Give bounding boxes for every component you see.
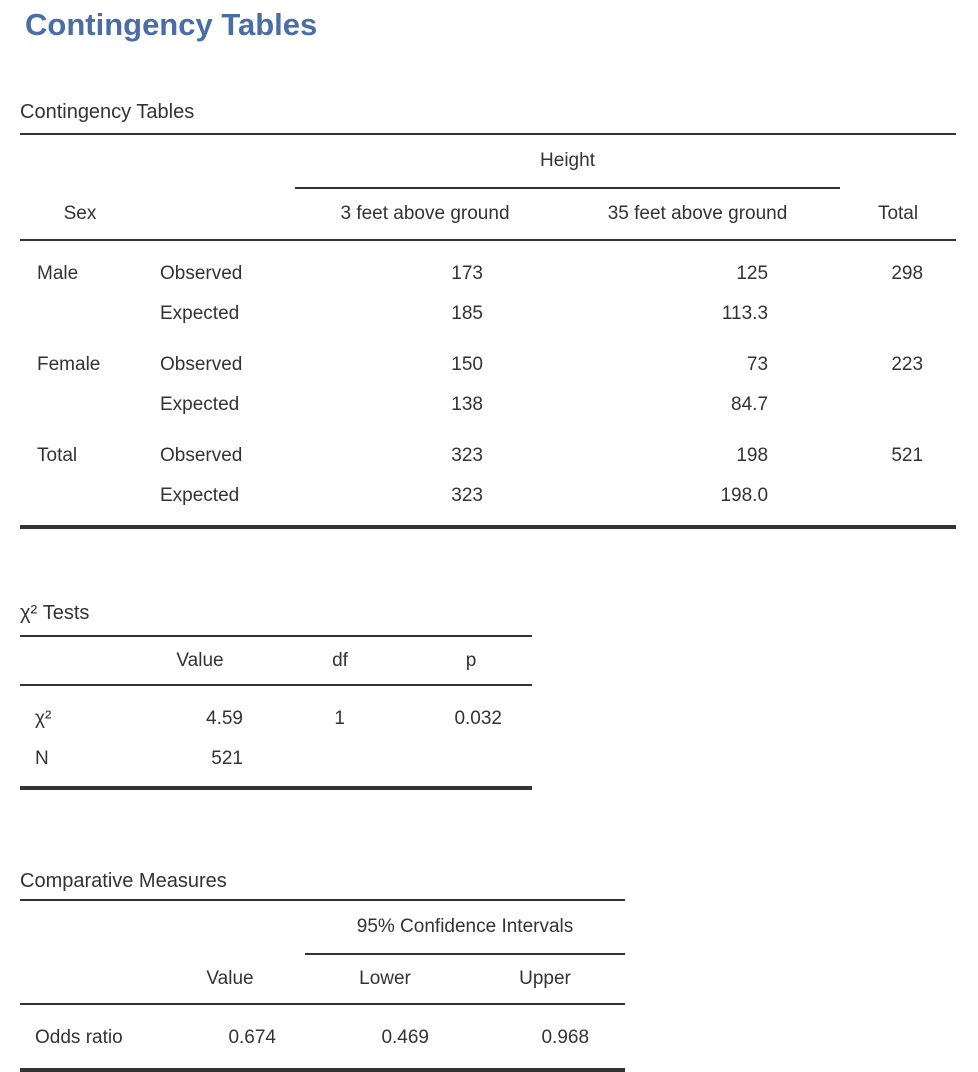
- cell-total-value: 298: [891, 263, 924, 284]
- cell-total-value: 521: [891, 445, 924, 466]
- cell-count-type: Expected: [160, 394, 240, 415]
- cell-total-value: 223: [891, 354, 924, 375]
- cell-35-feet-value: 73: [746, 354, 769, 375]
- table-row: [20, 240, 956, 294]
- spanner-row: [20, 900, 625, 954]
- confidence-intervals-spanner-header: 95% Confidence Intervals: [305, 900, 625, 954]
- spacer-cell: [140, 188, 295, 240]
- cell-3-feet-value: 173: [451, 263, 483, 284]
- cell-measure-label: Odds ratio: [35, 1027, 123, 1048]
- cell-total-value: [840, 385, 956, 425]
- cell-sex: [20, 476, 140, 527]
- cell-count-type: Observed: [160, 354, 243, 375]
- contingency-table: [20, 133, 956, 529]
- cell-sex: Female: [37, 354, 101, 375]
- cell-total-value: [840, 476, 956, 527]
- cell-statistic-label: χ²: [35, 708, 52, 729]
- column-header-upper: Upper: [465, 954, 625, 1004]
- cell-sex: [20, 385, 140, 425]
- column-header-value: Value: [130, 636, 270, 685]
- comparative-measures-section: [20, 869, 978, 1072]
- comparative-measures-table: [20, 899, 625, 1072]
- cell-35-feet-value: 198: [736, 445, 769, 466]
- table-row: [20, 1004, 625, 1070]
- cell-count-type: Observed: [160, 445, 243, 466]
- comparative-measures-title[interactable]: Comparative Measures: [20, 870, 227, 892]
- cell-35-feet-value: 113.3: [721, 303, 769, 324]
- column-header-value: Value: [155, 954, 305, 1004]
- column-header-sex: Sex: [20, 188, 140, 240]
- cell-35-feet-value: 125: [736, 263, 769, 284]
- cell-measure-value: 0.674: [228, 1027, 276, 1048]
- chi-square-tests-title[interactable]: χ² Tests: [20, 602, 90, 624]
- cell-3-feet-value: 323: [451, 485, 483, 506]
- spacer-cell: [20, 636, 130, 685]
- cell-p-value: [410, 739, 532, 788]
- cell-3-feet-value: 323: [451, 445, 483, 466]
- spacer-cell: [20, 900, 305, 954]
- cell-35-feet-value: 84.7: [731, 394, 769, 415]
- table-row: [20, 294, 956, 334]
- cell-p-value: 0.032: [454, 708, 502, 729]
- column-header-35-feet: 35 feet above ground: [555, 188, 840, 240]
- column-header-df: df: [270, 636, 410, 685]
- contingency-table-title[interactable]: Contingency Tables: [20, 101, 195, 123]
- column-header-row: [20, 188, 956, 240]
- cell-count-type: Expected: [160, 303, 240, 324]
- table-row: [20, 334, 956, 385]
- cell-total-value: [840, 294, 956, 334]
- cell-df-value: 1: [334, 708, 345, 729]
- cell-sex: Total: [37, 445, 78, 466]
- chi-square-tests-section: [20, 601, 978, 790]
- cell-df-value: [270, 739, 410, 788]
- cell-3-feet-value: 138: [451, 394, 483, 415]
- column-header-lower: Lower: [305, 954, 465, 1004]
- contingency-table-section: [20, 100, 978, 529]
- table-row: [20, 425, 956, 476]
- table-row: [20, 685, 532, 739]
- column-header-3-feet: 3 feet above ground: [295, 188, 555, 240]
- cell-statistic-value: 521: [211, 748, 243, 769]
- page-title[interactable]: Contingency Tables: [25, 7, 318, 42]
- spacer-cell: [20, 134, 295, 188]
- cell-3-feet-value: 185: [451, 303, 483, 324]
- height-spanner-header: Height: [295, 134, 840, 188]
- cell-ci-lower: 0.469: [381, 1027, 429, 1048]
- spanner-row: [20, 134, 956, 188]
- column-header-row: [20, 954, 625, 1004]
- cell-sex: Male: [37, 263, 79, 284]
- cell-statistic-label: N: [35, 748, 49, 769]
- cell-count-type: Expected: [160, 485, 240, 506]
- chi-square-tests-table: [20, 635, 532, 790]
- cell-ci-upper: 0.968: [541, 1027, 590, 1048]
- column-header-total: Total: [840, 188, 956, 240]
- table-row: [20, 739, 532, 788]
- cell-sex: [20, 294, 140, 334]
- spacer-cell: [20, 954, 155, 1004]
- table-row: [20, 385, 956, 425]
- column-header-p: p: [410, 636, 532, 685]
- cell-35-feet-value: 198.0: [720, 485, 769, 506]
- spacer-cell: [840, 134, 956, 188]
- cell-statistic-value: 4.59: [206, 708, 243, 729]
- cell-3-feet-value: 150: [451, 354, 483, 375]
- column-header-row: [20, 636, 532, 685]
- table-row: [20, 476, 956, 527]
- cell-count-type: Observed: [160, 263, 243, 284]
